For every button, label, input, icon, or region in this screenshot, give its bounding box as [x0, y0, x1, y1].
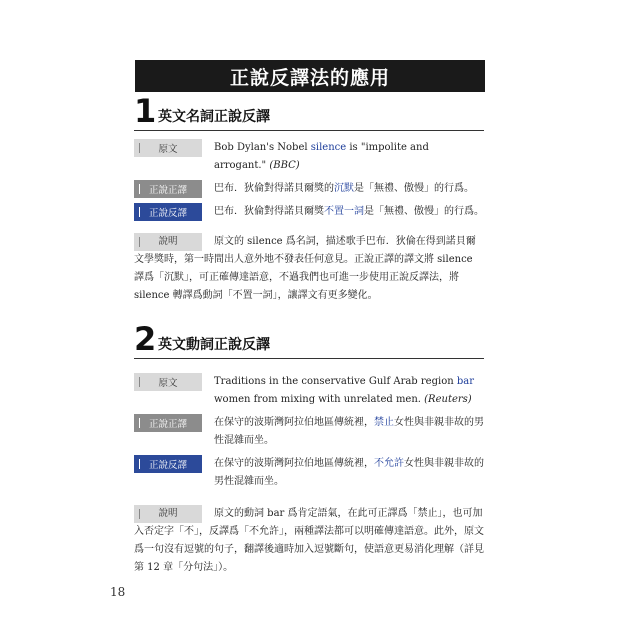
literal-translation-tag: 正說正譯 — [134, 414, 202, 432]
reverse-translation-text: 在保守的波斯灣阿拉伯地區傳統裡，不允許女性與非親非故的男性混雜而坐。 — [214, 458, 484, 487]
example-row-original — [134, 373, 484, 409]
section-number: 2 — [134, 320, 157, 358]
explanation-tag: 說明 — [134, 233, 202, 251]
example-row-reverse — [134, 203, 484, 221]
example-row-literal — [134, 180, 484, 198]
literal-translation-tag: 正說正譯 — [134, 180, 202, 198]
literal-translation-text: 巴布．狄倫對得諾貝爾獎的沉默是「無禮、傲慢」的行爲。 — [214, 183, 474, 194]
page-title: 正說反譯法的應用 — [135, 60, 485, 92]
reverse-translation-tag: 正說反譯 — [134, 203, 202, 221]
reverse-translation-text: 巴布．狄倫對得諾貝爾獎不置一詞是「無禮、傲慢」的行爲。 — [214, 206, 484, 217]
section-noun — [134, 92, 484, 305]
section-header — [134, 92, 484, 131]
reverse-translation-tag: 正說反譯 — [134, 455, 202, 473]
section-title: 英文動詞正說反譯 — [158, 337, 270, 353]
original-text: Bob Dylan's Nobel silence is "impolite and arrogant." (BBC) — [214, 142, 429, 171]
example-row-reverse — [134, 455, 484, 491]
example-row-literal — [134, 414, 484, 450]
explanation-paragraph: 說明 原文的動詞 bar 爲肯定語氣，在此可正譯爲「禁止」，也可加入否定字「不」，反譯爲「不允許」，兩種譯法都可以明確傳達語意。此外，原文爲一句沒有逗號的句子，翻譯後適時加入逗號斷句，使語意更易消化理解（詳見第 12 章「分句法」）。 — [134, 505, 484, 577]
original-tag: 原文 — [134, 139, 202, 157]
section-title: 英文名詞正說反譯 — [158, 109, 270, 125]
section-number: 1 — [134, 92, 157, 130]
literal-translation-text: 在保守的波斯灣阿拉伯地區傳統裡，禁止女性與非親非故的男性混雜而坐。 — [214, 417, 484, 446]
explanation-tag: 說明 — [134, 505, 202, 523]
example-row-original — [134, 139, 484, 175]
original-text: Traditions in the conservative Gulf Arab region bar women from mixing with unrelated men. (Reuters) — [214, 376, 474, 405]
page-number: 18 — [110, 585, 126, 599]
original-tag: 原文 — [134, 373, 202, 391]
section-header — [134, 320, 484, 359]
section-verb — [134, 320, 484, 577]
explanation-paragraph: 說明 原文的 silence 爲名詞，描述歌手巴布．狄倫在得到諾貝爾文學獎時，第一時間出人意外地不發表任何意見。正說正譯的譯文將 silence 譯爲「沉默」，可正確傳達語意，不過我們也可進一步使用正說反譯法，將 silence 轉譯爲動詞「不置一詞」，讓譯文有更多變化。 — [134, 233, 484, 305]
